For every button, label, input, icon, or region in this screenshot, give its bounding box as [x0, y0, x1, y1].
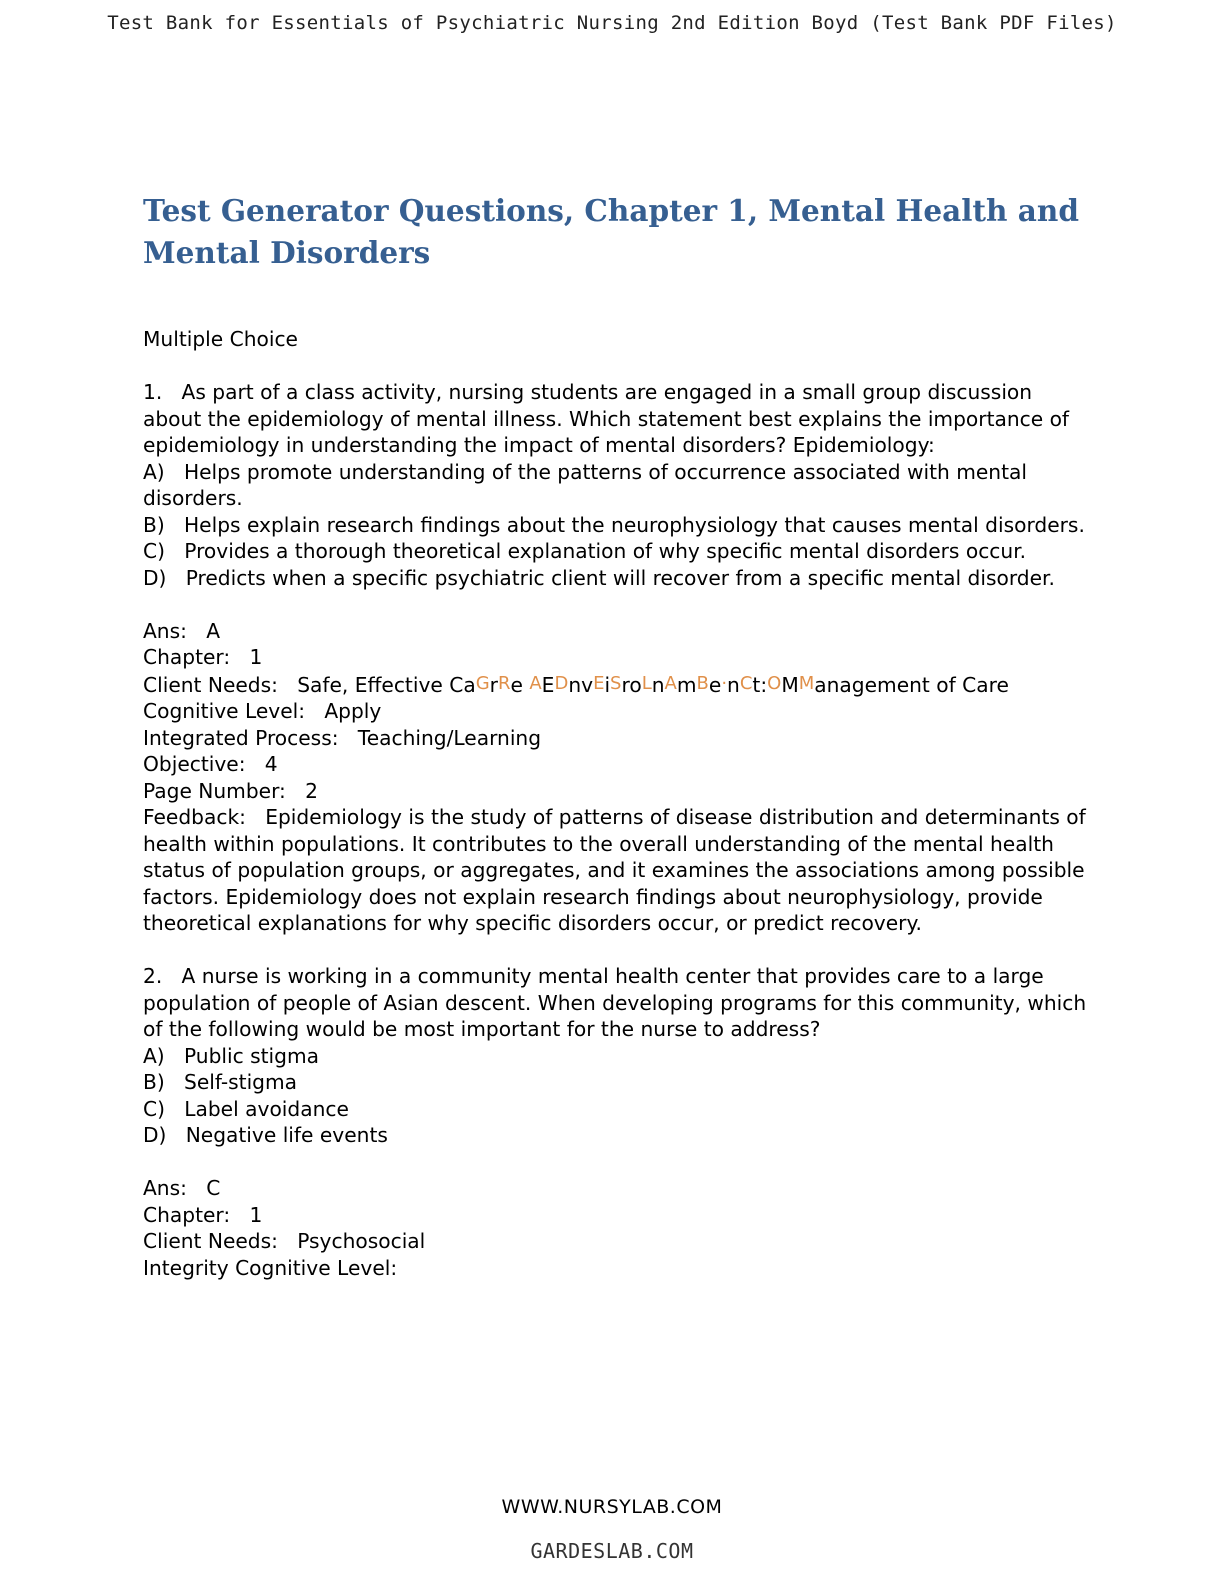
answer-option: [143, 538, 1093, 565]
watermark-char: n: [651, 672, 665, 697]
question-text: As part of a class activity, nursing students are engaged in a small group discussion about the epidemiology of mental illness. Which statement best explains the importance of epidemiology in understanding the impact of mental disorders? Epidemiology:: [143, 380, 1070, 457]
chapter-line: Chapter: 1: [143, 1202, 263, 1227]
watermark-char: e: [708, 672, 722, 697]
footer-site-link[interactable]: WWW.NURSYLAB.COM: [501, 1496, 723, 1518]
watermark-char: B: [696, 672, 709, 694]
page-title: Test Generator Questions, Chapter 1, Mental Health and Mental Disorders: [143, 193, 1079, 270]
watermark-char: nv: [568, 672, 594, 697]
footer-watermark: GARDESLAB.COM: [530, 1539, 694, 1563]
watermark-char: G: [475, 672, 490, 694]
option-letter: D): [143, 565, 167, 590]
option-text: Provides a thorough theoretical explanation of why specific mental disorders occur.: [184, 539, 1027, 563]
watermark-char: R: [497, 672, 511, 694]
watermark-char: E: [541, 672, 555, 697]
option-text: Public stigma: [183, 1043, 320, 1068]
answer-value: A: [206, 618, 221, 643]
answer-option: [143, 1122, 1093, 1149]
watermark-char: M: [798, 672, 815, 694]
watermark-char: S: [610, 672, 622, 694]
watermark-char: ·: [721, 672, 728, 694]
integrated-process-line: Integrated Process: Teaching/Learning: [143, 725, 542, 750]
answer-option: [143, 1069, 1093, 1096]
option-letter: B): [143, 1070, 165, 1094]
watermark-char: L: [641, 672, 652, 694]
client-needs-line: Client Needs: Safe, Effective CaGrRe AEDnvEiSroLnAmBe·nCt:OMManagement of Care: [143, 672, 1009, 697]
feedback-text: Epidemiology is the study of patterns of disease distribution and determinants of health within populations. It contributes to the overall understanding of the mental health status of population groups, or aggregates, and it examines the associations among possible factors. Epidemiology does not explain research findings about neurophysiology, provide theoretical explanations for why specific disorders occur, or predict recovery.: [143, 805, 1086, 935]
question-number: 2.: [143, 964, 163, 988]
running-header: Test Bank for Essentials of Psychiatric Nursing 2nd Edition Boyd (Test Bank PDF Files): [107, 12, 1117, 34]
option-letter: D): [143, 1123, 167, 1147]
watermark-stamp: [476, 673, 815, 697]
watermark-char: ro: [621, 672, 642, 697]
question-1: [143, 379, 1093, 937]
watermark-char: r: [489, 672, 498, 697]
feedback-line: Feedback: Epidemiology is the study of patterns of disease distribution and determinants of health within populations. It contributes to the overall understanding of the mental health status of population groups, or aggregates, and it examines the associations among possible factors. Epidemiology does not explain research findings about neurophysiology, provide theoretical explanations for why specific disorders occur, or predict recovery.: [143, 805, 1086, 935]
cognitive-level-line: Cognitive Level: Apply: [143, 699, 382, 723]
option-letter: C): [143, 539, 165, 563]
integrity-cognitive-line: Integrity Cognitive Level:: [143, 1255, 398, 1280]
answer-line: Ans: C: [143, 1176, 221, 1200]
option-text: Helps promote understanding of the patterns of occurrence associated with mental disorders.: [143, 459, 1027, 510]
watermark-char: n: [727, 672, 740, 697]
option-text: Label avoidance: [184, 1096, 349, 1121]
question-stem: [143, 963, 1093, 1043]
option-text: Predicts when a specific psychiatric client will recover from a specific mental disorder.: [185, 565, 1055, 590]
watermark-char: C: [739, 672, 753, 694]
answer-option: [143, 565, 1093, 592]
option-letter: A): [143, 1043, 165, 1068]
page-number-line: Page Number: 2: [143, 778, 318, 803]
watermark-char: E: [593, 672, 605, 694]
watermark-char: i: [604, 672, 611, 697]
watermark-char: m: [676, 672, 697, 697]
watermark-char: A: [529, 672, 542, 694]
option-text: Negative life events: [185, 1123, 388, 1147]
watermark-char: D: [554, 672, 569, 694]
answer-option: [143, 1043, 1093, 1070]
option-letter: A): [143, 459, 165, 484]
chapter-value: 1: [249, 1202, 263, 1227]
watermark-char: e: [510, 672, 530, 697]
section-heading: Multiple Choice: [143, 327, 298, 351]
answer-option: [143, 459, 1093, 512]
watermark-char: t:: [752, 672, 768, 697]
option-text: Helps explain research findings about the neurophysiology that causes mental disorders.: [184, 512, 1085, 537]
option-letter: C): [143, 1096, 165, 1121]
objective-line: Objective: 4: [143, 752, 278, 776]
chapter-line: Chapter: 1: [143, 645, 263, 669]
answer-option: [143, 512, 1093, 539]
client-needs-line: Client Needs: Psychosocial: [143, 1229, 426, 1253]
chapter-value: 1: [249, 645, 263, 669]
question-number: 1.: [143, 380, 163, 404]
question-text: A nurse is working in a community mental health center that provides care to a large population of people of Asian descent. When developing programs for this community, which of the following would be most important for the nurse to address?: [143, 964, 1087, 1041]
question-2: [143, 963, 1093, 1281]
watermark-char: A: [664, 672, 677, 694]
watermark-char: M: [781, 672, 799, 697]
answer-line: Ans: A: [143, 618, 221, 643]
option-text: Self-stigma: [184, 1070, 298, 1094]
answer-value: C: [206, 1176, 221, 1200]
option-letter: B): [143, 512, 165, 537]
answer-option: [143, 1096, 1093, 1123]
question-stem: [143, 379, 1093, 459]
watermark-char: O: [767, 672, 782, 694]
document-body: [143, 326, 1093, 1281]
